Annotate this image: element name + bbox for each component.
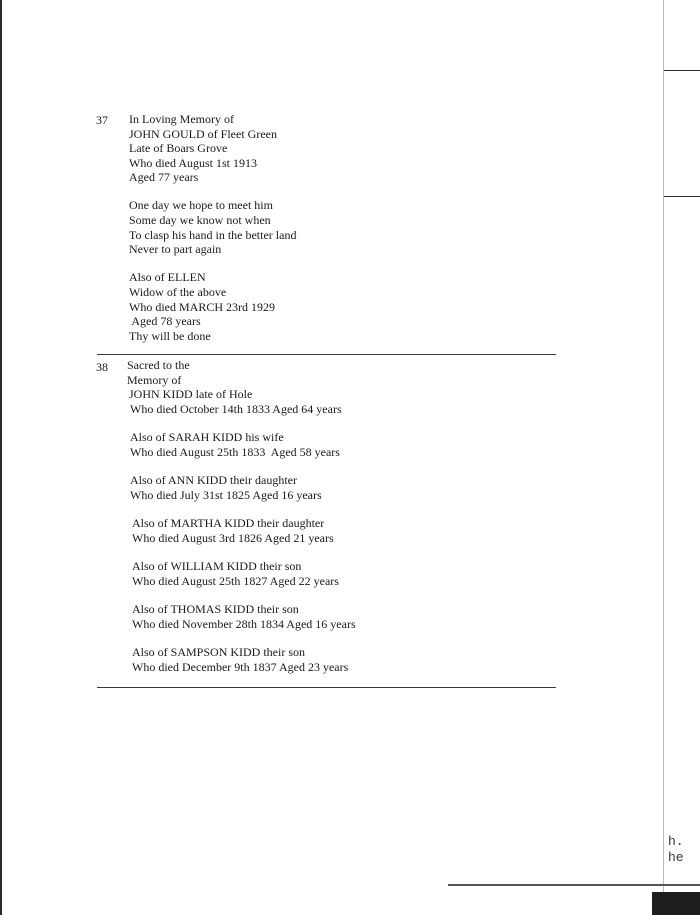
inscription-line: In Loving Memory of xyxy=(129,112,234,126)
scan-page-fold xyxy=(663,0,664,915)
inscription-line: Also of ANN KIDD their daughter xyxy=(130,473,297,488)
inscription-line: Who died August 3rd 1826 Aged 21 years xyxy=(132,530,334,545)
entry-37-inscription xyxy=(129,112,296,343)
inscription-line: Who died August 25th 1833 Aged 58 years xyxy=(130,444,340,459)
entry-divider xyxy=(97,354,556,355)
inscription-line: Also of SAMPSON KIDD their son xyxy=(132,645,306,660)
adjacent-page-line: h. xyxy=(668,834,684,849)
inscription-line: Who died MARCH 23rd 1929 xyxy=(129,299,275,314)
inscription-line: JOHN GOULD of Fleet Green xyxy=(129,126,277,141)
inscription-line: Who died November 28th 1834 Aged 16 years xyxy=(132,616,356,631)
inscription-line: Who died August 25th 1827 Aged 22 years xyxy=(132,573,339,588)
scan-artifact-line xyxy=(664,70,700,71)
inscription-line: Also of ELLEN xyxy=(129,270,206,285)
scan-left-edge xyxy=(0,0,2,915)
inscription-line: Aged 77 years xyxy=(129,170,199,185)
inscription-line: Also of WILLIAM KIDD their son xyxy=(132,559,302,574)
scan-dark-corner xyxy=(652,892,700,915)
inscription-line: Aged 78 years xyxy=(129,314,201,329)
inscription-line: Sacred to the xyxy=(127,358,190,372)
inscription-line: Who died December 9th 1837 Aged 23 years xyxy=(132,659,349,674)
entry-number: 37 xyxy=(96,113,108,127)
inscription-line: Who died July 31st 1825 Aged 16 years xyxy=(130,487,322,502)
inscription-line: Memory of xyxy=(127,372,182,387)
inscription-line: JOHN KIDD late of Hole xyxy=(129,387,253,402)
entry-number: 38 xyxy=(96,360,108,374)
inscription-line: Thy will be done xyxy=(129,328,211,343)
scan-artifact-line xyxy=(448,884,700,886)
inscription-line: Also of SARAH KIDD his wife xyxy=(130,430,284,445)
entry-divider xyxy=(97,687,556,688)
entry-38-inscription xyxy=(127,358,356,674)
adjacent-page-text xyxy=(668,834,684,866)
scan-artifact-line xyxy=(664,196,700,197)
inscription-line: Also of THOMAS KIDD their son xyxy=(132,602,299,617)
inscription-line: Who died October 14th 1833 Aged 64 years xyxy=(130,401,342,416)
inscription-line: Widow of the above xyxy=(129,284,227,299)
verse-line: One day we hope to meet him xyxy=(129,198,273,213)
verse-line: Some day we know not when xyxy=(129,213,271,228)
verse-line: To clasp his hand in the better land xyxy=(129,227,297,242)
adjacent-page-line: he xyxy=(668,850,684,865)
verse-line: Never to part again xyxy=(129,242,222,257)
inscription-line: Also of MARTHA KIDD their daughter xyxy=(132,516,325,531)
inscription-line: Who died August 1st 1913 xyxy=(129,155,257,170)
inscription-line: Late of Boars Grove xyxy=(129,141,228,156)
